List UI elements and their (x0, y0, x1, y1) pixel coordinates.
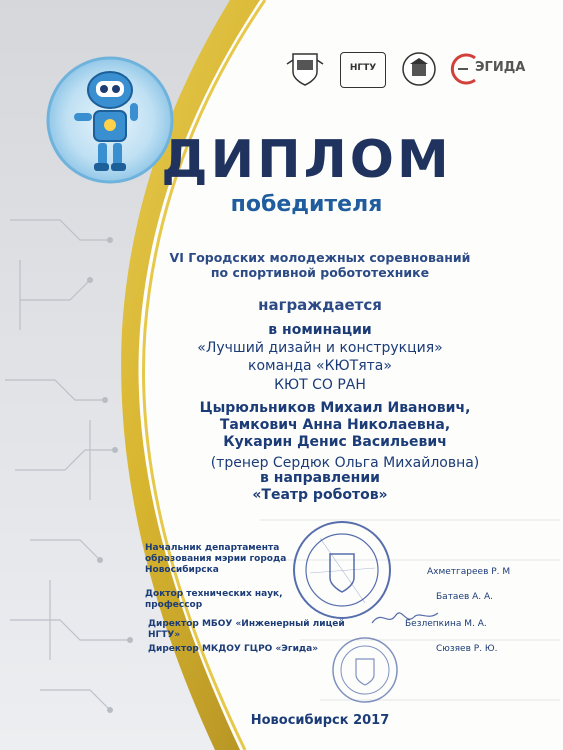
signatory-position-3: Директор МБОУ «Инженерный лицей НГТУ» (148, 619, 345, 640)
nomination-heading: в номинации (268, 322, 372, 338)
diploma-subtitle: победителя (230, 192, 383, 217)
signatory-name-4: Сюзяев Р. Ю. (436, 644, 498, 654)
direction-name: «Театр роботов» (252, 487, 388, 503)
lyceum-logo-icon (400, 50, 438, 88)
event-line-1: VI Городских молодежных соревнований (169, 250, 471, 265)
diploma-title: ДИПЛОМ (161, 130, 452, 190)
egida-logo-label: ЭГИДА (475, 60, 526, 75)
member-name: Тамкович Анна Николаевна, (219, 417, 451, 433)
coat-of-arms-icon (285, 50, 325, 88)
footer-city-year: Новосибирск 2017 (250, 713, 390, 728)
team-members (140, 400, 530, 451)
signatory-name-1: Ахметгареев Р. М (427, 567, 511, 577)
ngtu-logo-label: НГТУ (349, 63, 377, 73)
ngtu-logo-icon (340, 52, 386, 88)
signatory-position-1: Начальник департамента образования мэрии города Новосибирска (145, 543, 287, 575)
signatory-position-2: Доктор технических наук, профессор (145, 589, 283, 610)
signatory-name-2: Батаев А. А. (436, 592, 494, 602)
signatory-position-4: Директор МКДОУ ГЦРО «Эгида» (148, 644, 319, 654)
direction-heading: в направлении (260, 470, 380, 486)
member-name: Цырюльников Михаил Иванович, (199, 400, 471, 416)
nomination-name: «Лучший дизайн и конструкция» (197, 340, 443, 356)
team-organization: КЮТ СО РАН (274, 377, 366, 393)
member-name: Кукарин Денис Васильевич (223, 434, 447, 450)
event-name (140, 250, 500, 280)
awarded-label: награждается (258, 296, 382, 314)
event-line-2: по спортивной робототехнике (210, 265, 430, 280)
signatory-name-3: Безлепкина М. А. (405, 619, 487, 629)
team-name: команда «КЮТята» (248, 358, 392, 374)
coach-name: (тренер Сердюк Ольга Михайловна) (210, 455, 480, 471)
partner-logos (285, 50, 525, 88)
